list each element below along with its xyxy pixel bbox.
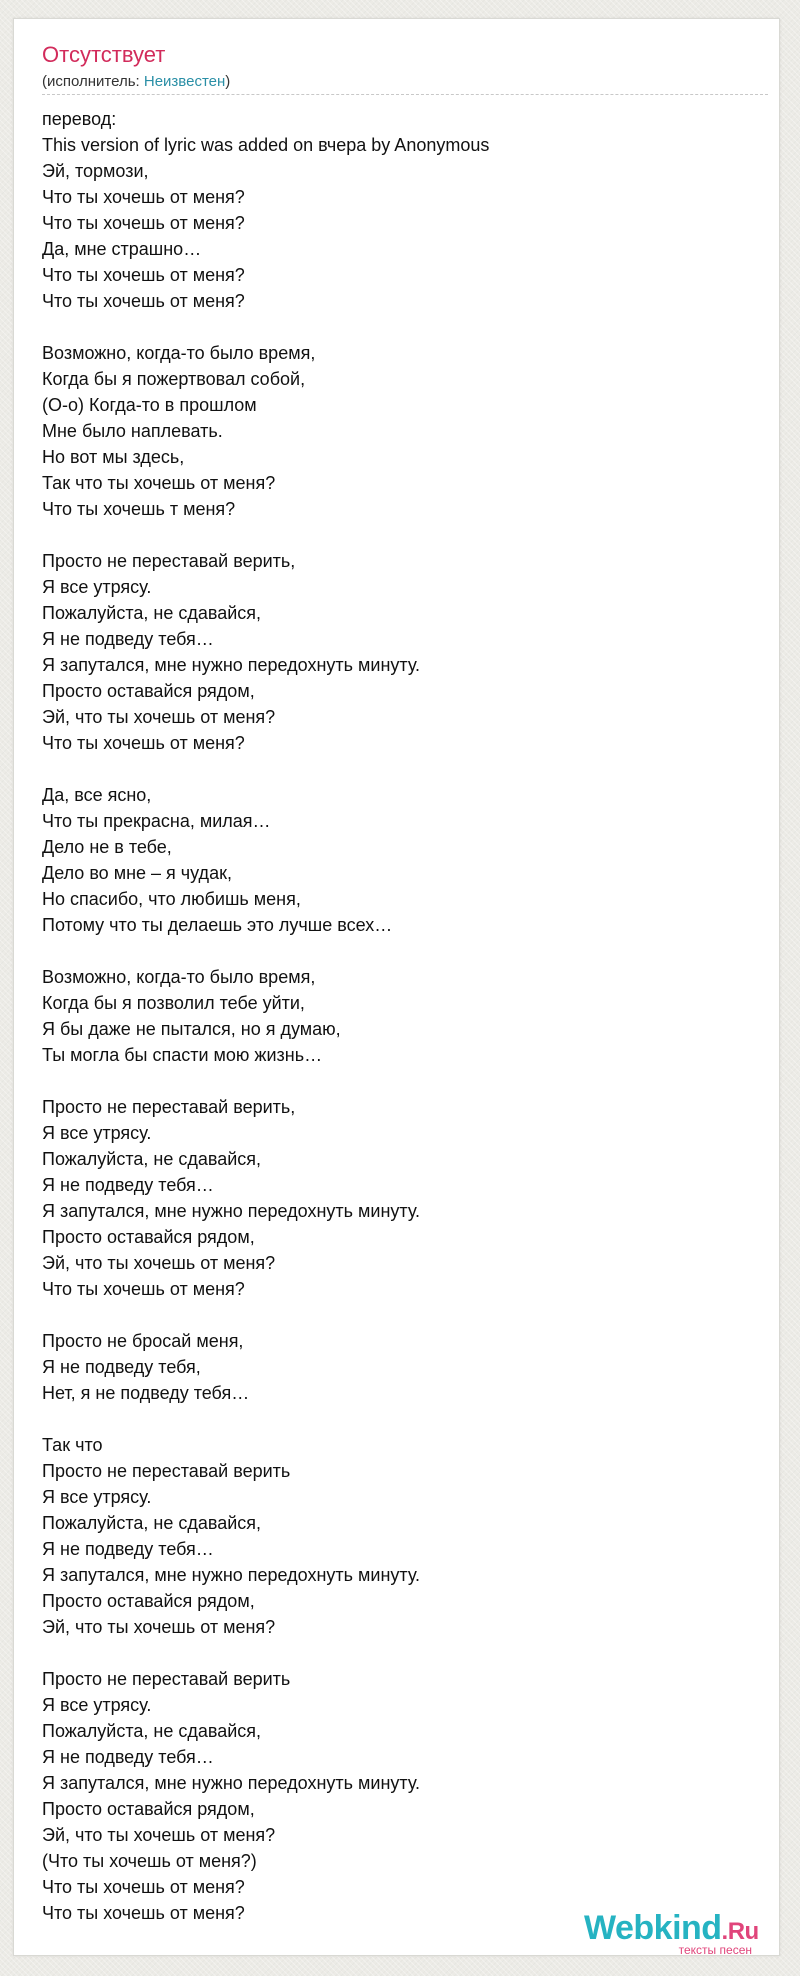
logo-name: Webkind	[584, 1909, 722, 1947]
artist-link[interactable]: Неизвестен	[143, 73, 226, 90]
logo-tld: .Ru	[721, 1918, 759, 1945]
lyric-line: Что ты хочешь от меня?	[42, 1877, 245, 1897]
lyric-line: This version of lyric was added on вчера by Anonymous	[42, 135, 490, 155]
lyric-line: Когда бы я позволил тебе уйти,	[42, 993, 305, 1013]
lyric-line: Да, все ясно,	[42, 785, 152, 805]
lyric-line: Что ты хочешь т меня?	[42, 499, 236, 519]
lyric-line: Просто не переставай верить,	[42, 1097, 296, 1117]
lyric-blank-line	[42, 522, 762, 548]
lyric-blank-line	[42, 938, 762, 964]
lyric-line: Просто оставайся рядом,	[42, 1799, 255, 1819]
lyric-line: Что ты прекрасна, милая…	[42, 811, 271, 831]
lyric-line: Но спасибо, что любишь меня,	[42, 889, 301, 909]
lyric-line: Что ты хочешь от меня?	[42, 265, 245, 285]
logo-tagline: тексты песен	[678, 1943, 752, 1957]
lyric-blank-line	[42, 314, 762, 340]
webkind-logo[interactable]	[584, 1909, 774, 1957]
lyric-line: (О-о) Когда-то в прошлом	[42, 395, 257, 415]
artist-line	[42, 72, 230, 92]
lyric-line: перевод:	[42, 109, 117, 129]
lyric-line: Просто оставайся рядом,	[42, 1227, 255, 1247]
dashed-divider	[42, 94, 768, 95]
lyric-line: Я запутался, мне нужно передохнуть минуту.	[42, 655, 421, 675]
lyric-line: Дело во мне – я чудак,	[42, 863, 232, 883]
lyric-line: Да, мне страшно…	[42, 239, 202, 259]
lyric-line: Я запутался, мне нужно передохнуть минуту.	[42, 1201, 421, 1221]
lyric-line: Я бы даже не пытался, но я думаю,	[42, 1019, 341, 1039]
lyric-blank-line	[42, 1068, 762, 1094]
lyric-line: Я все утрясу.	[42, 1487, 152, 1507]
lyric-line: Что ты хочешь от меня?	[42, 187, 245, 207]
lyric-line: Но вот мы здесь,	[42, 447, 185, 467]
lyric-line: Что ты хочешь от меня?	[42, 213, 245, 233]
lyric-line: Эй, что ты хочешь от меня?	[42, 1253, 276, 1273]
lyric-line: (Что ты хочешь от меня?)	[42, 1851, 257, 1871]
lyric-blank-line	[42, 1640, 762, 1666]
lyric-line: Я запутался, мне нужно передохнуть минуту.	[42, 1565, 421, 1585]
lyric-line: Я все утрясу.	[42, 577, 152, 597]
lyric-line: Что ты хочешь от меня?	[42, 291, 245, 311]
lyric-line: Так что	[42, 1435, 103, 1455]
lyric-line: Просто оставайся рядом,	[42, 681, 255, 701]
lyric-line: Когда бы я пожертвовал собой,	[42, 369, 306, 389]
lyric-line: Дело не в тебе,	[42, 837, 172, 857]
lyric-line: Что ты хочешь от меня?	[42, 1279, 245, 1299]
lyric-line: Я все утрясу.	[42, 1123, 152, 1143]
lyric-line: Эй, что ты хочешь от меня?	[42, 707, 276, 727]
lyric-line: Нет, я не подведу тебя…	[42, 1383, 250, 1403]
lyric-blank-line	[42, 1302, 762, 1328]
lyric-line: Просто оставайся рядом,	[42, 1591, 255, 1611]
lyric-line: Возможно, когда-то было время,	[42, 967, 316, 987]
lyric-line: Я не подведу тебя…	[42, 1175, 214, 1195]
lyric-line: Пожалуйста, не сдавайся,	[42, 1149, 262, 1169]
lyric-line: Просто не переставай верить	[42, 1461, 291, 1481]
lyric-line: Что ты хочешь от меня?	[42, 1903, 245, 1923]
lyric-line: Ты могла бы спасти мою жизнь…	[42, 1045, 323, 1065]
lyric-blank-line	[42, 756, 762, 782]
lyric-line: Я запутался, мне нужно передохнуть минуту.	[42, 1773, 421, 1793]
lyric-line: Эй, что ты хочешь от меня?	[42, 1617, 276, 1637]
lyric-line: Просто не переставай верить	[42, 1669, 291, 1689]
lyric-line: Я не подведу тебя…	[42, 629, 214, 649]
lyric-line: Я не подведу тебя,	[42, 1357, 201, 1377]
lyrics-text	[42, 106, 762, 1926]
lyric-line: Пожалуйста, не сдавайся,	[42, 603, 262, 623]
lyric-line: Мне было наплевать.	[42, 421, 223, 441]
lyric-line: Я не подведу тебя…	[42, 1747, 214, 1767]
lyric-line: Что ты хочешь от меня?	[42, 733, 245, 753]
lyric-line: Потому что ты делаешь это лучше всех…	[42, 915, 393, 935]
lyric-blank-line	[42, 1406, 762, 1432]
lyric-line: Я не подведу тебя…	[42, 1539, 214, 1559]
artist-prefix: (исполнитель:	[42, 73, 144, 90]
song-title: Отсутствует	[42, 42, 166, 67]
lyric-line: Просто не бросай меня,	[42, 1331, 244, 1351]
lyric-line: Я все утрясу.	[42, 1695, 152, 1715]
lyric-line: Эй, что ты хочешь от меня?	[42, 1825, 276, 1845]
lyric-line: Эй, тормози,	[42, 161, 149, 181]
lyric-line: Возможно, когда-то было время,	[42, 343, 316, 363]
lyric-line: Так что ты хочешь от меня?	[42, 473, 276, 493]
lyrics-card	[13, 18, 780, 1956]
lyric-line: Просто не переставай верить,	[42, 551, 296, 571]
lyric-line: Пожалуйста, не сдавайся,	[42, 1721, 262, 1741]
artist-suffix: )	[225, 73, 231, 90]
lyric-line: Пожалуйста, не сдавайся,	[42, 1513, 262, 1533]
